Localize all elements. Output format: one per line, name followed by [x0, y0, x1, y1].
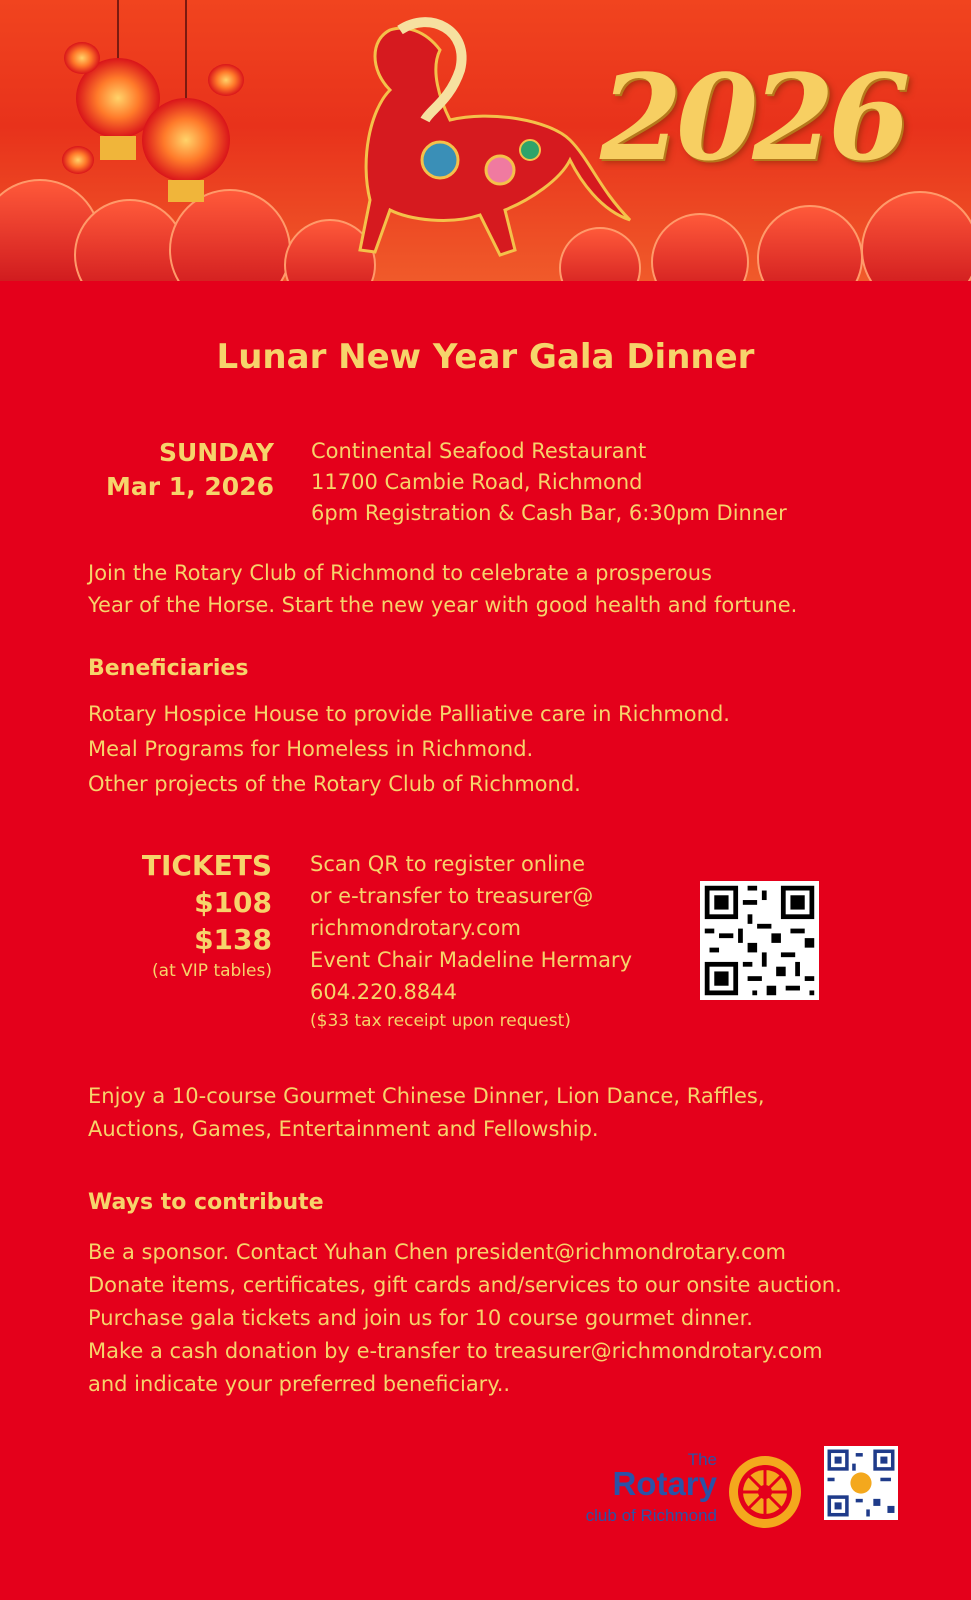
intro-line: Join the Rotary Club of Richmond to celebrate a prosperous	[88, 561, 712, 585]
event-schedule: 6pm Registration & Cash Bar, 6:30pm Dinner	[311, 501, 787, 525]
venue-address: 11700 Cambie Road, Richmond	[311, 470, 643, 494]
logo-club: club of Richmond	[585, 1506, 717, 1525]
venue-name: Continental Seafood Restaurant	[311, 439, 647, 463]
tax-note: ($33 tax receipt upon request)	[310, 1011, 571, 1031]
rotary-wheel-icon	[725, 1452, 805, 1532]
event-date	[60, 436, 274, 504]
ticket-prices	[60, 847, 272, 984]
year-artwork: 2026	[600, 48, 905, 187]
beneficiaries-list	[88, 697, 730, 802]
list-item: Other projects of the Rotary Club of Richmond.	[88, 772, 581, 796]
highlights-line: Auctions, Games, Entertainment and Fellowship.	[88, 1117, 599, 1141]
list-item: Rotary Hospice House to provide Palliative care in Richmond.	[88, 702, 730, 726]
event-day: SUNDAY	[158, 438, 274, 467]
ticket-info-line: 604.220.8844	[310, 980, 457, 1004]
qr-code-icon	[700, 881, 819, 1000]
ticket-info-line: or e-transfer to treasurer@	[310, 884, 594, 908]
tickets-label: TICKETS	[141, 849, 272, 882]
vip-note: (at VIP tables)	[152, 961, 272, 981]
ticket-info-line: Scan QR to register online	[310, 852, 585, 876]
list-item: Donate items, certificates, gift cards and/services to our onsite auction.	[88, 1273, 842, 1297]
ticket-info-line: Event Chair Madeline Hermary	[310, 948, 632, 972]
rotary-logo	[560, 1450, 805, 1540]
horse-illustration	[360, 22, 630, 255]
contribute-list	[88, 1236, 842, 1401]
qr-code-icon	[824, 1446, 898, 1520]
ticket-info-line[interactable]: richmondrotary.com	[310, 916, 521, 940]
intro-line: Year of the Horse. Start the new year with good health and fortune.	[88, 593, 798, 617]
intro-paragraph	[88, 557, 797, 621]
list-item: Purchase gala tickets and join us for 10 course gourmet dinner.	[88, 1306, 753, 1330]
list-item: and indicate your preferred beneficiary..	[88, 1372, 511, 1396]
page-title: Lunar New Year Gala Dinner	[216, 337, 755, 377]
rotary-qr-code[interactable]	[824, 1446, 898, 1520]
header-banner	[0, 0, 971, 281]
logo-the: The	[687, 1450, 717, 1469]
price-regular: $108	[194, 886, 272, 919]
ticket-info	[310, 848, 632, 1034]
highlights-line: Enjoy a 10-course Gourmet Chinese Dinner, Lion Dance, Raffles,	[88, 1084, 765, 1108]
lantern-icon	[62, 0, 244, 202]
beneficiaries-heading: Beneficiaries	[88, 656, 249, 681]
contribute-heading: Ways to contribute	[88, 1190, 324, 1215]
price-vip: $138	[194, 923, 272, 956]
event-location	[311, 436, 787, 529]
logo-rotary: Rotary	[612, 1465, 717, 1502]
list-item: Meal Programs for Homeless in Richmond.	[88, 737, 534, 761]
list-item: Make a cash donation by e-transfer to treasurer@richmondrotary.com	[88, 1339, 823, 1363]
event-highlights	[88, 1080, 765, 1146]
list-item: Be a sponsor. Contact Yuhan Chen president@richmondrotary.com	[88, 1240, 786, 1264]
event-date-text: Mar 1, 2026	[106, 472, 274, 501]
registration-qr-code[interactable]	[700, 881, 819, 1000]
